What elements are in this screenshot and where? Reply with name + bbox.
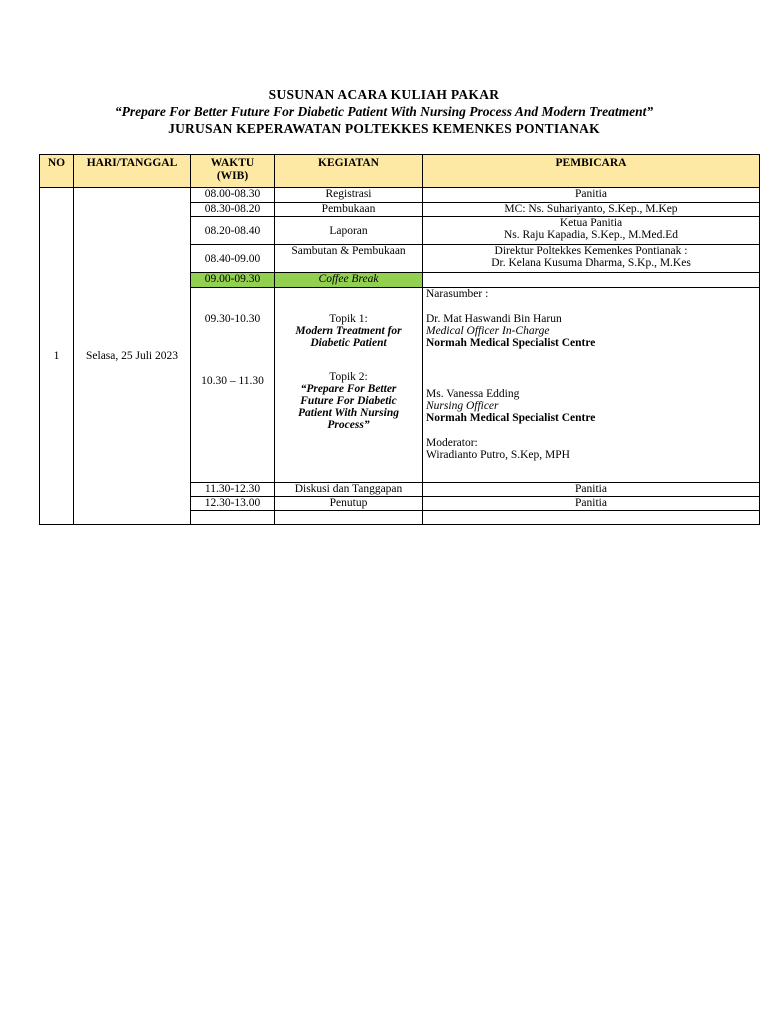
cell-pembicara: [423, 217, 760, 245]
topik2-title: “Prepare For Better Future For Diabetic Patient With Nursing Process”: [298, 383, 399, 431]
document-title: SUSUNAN ACARA KULIAH PAKAR: [268, 87, 500, 102]
speaker2-org: Normah Medical Specialist Centre: [426, 412, 596, 424]
narasumber-label: Narasumber :: [426, 288, 489, 300]
header-kegiatan: KEGIATAN: [275, 155, 423, 188]
header-waktu-line2: (WIB): [216, 170, 249, 182]
cell-date: Selasa, 25 Juli 2023: [74, 188, 191, 525]
cell-kegiatan: Diskusi dan Tanggapan: [275, 483, 423, 497]
schedule-table: [39, 154, 760, 525]
pembicara-line1: Ketua Panitia: [559, 217, 623, 229]
cell-pembicara: Panitia: [423, 497, 760, 511]
speaker1-name: Dr. Mat Haswandi Bin Harun: [426, 313, 562, 325]
header-waktu: [191, 155, 275, 188]
cell-kegiatan: Coffee Break: [275, 273, 423, 288]
header-waktu-line1: WAKTU: [210, 157, 255, 169]
table-header-row: [40, 155, 760, 188]
cell-kegiatan: [275, 288, 423, 483]
pembicara-line2: Ns. Raju Kapadia, S.Kep., M.Med.Ed: [503, 229, 679, 241]
waktu-topik2: 10.30 – 11.30: [201, 375, 264, 387]
cell-pembicara: [423, 273, 760, 288]
pembicara-line2: Dr. Kelana Kusuma Dharma, S.Kp., M.Kes: [491, 257, 691, 269]
document-subtitle: “Prepare For Better Future For Diabetic Patient With Nursing Process And Modern Treatment”: [114, 104, 654, 119]
speaker2-name: Ms. Vanessa Edding: [426, 388, 520, 400]
cell-waktu: 08.20-08.40: [191, 217, 275, 245]
speaker1-org: Normah Medical Specialist Centre: [426, 337, 596, 349]
speaker1-role: Medical Officer In-Charge: [426, 325, 550, 337]
cell-kegiatan: Sambutan & Pembukaan: [275, 245, 423, 273]
header-no: NO: [40, 155, 74, 188]
pembicara-line1: Direktur Poltekkes Kemenkes Pontianak :: [494, 245, 688, 257]
cell-kegiatan: Registrasi: [275, 188, 423, 203]
cell-kegiatan: Penutup: [275, 497, 423, 511]
table-row: [40, 188, 760, 203]
cell-empty: [423, 511, 760, 525]
cell-pembicara: [423, 245, 760, 273]
cell-kegiatan: Pembukaan: [275, 203, 423, 217]
cell-waktu: 08.30-08.20: [191, 203, 275, 217]
cell-pembicara: MC: Ns. Suhariyanto, S.Kep., M.Kep: [423, 203, 760, 217]
document-organizer: JURUSAN KEPERAWATAN POLTEKKES KEMENKES PONTIANAK: [168, 121, 600, 136]
moderator-label: Moderator:: [426, 437, 478, 449]
topik1-title: Modern Treatment for Diabetic Patient: [295, 325, 402, 349]
cell-waktu: 11.30-12.30: [191, 483, 275, 497]
document-header: [0, 86, 768, 138]
moderator-name: Wiradianto Putro, S.Kep, MPH: [426, 449, 570, 461]
cell-waktu: 08.40-09.00: [191, 245, 275, 273]
cell-empty: [191, 511, 275, 525]
cell-pembicara: [423, 288, 760, 483]
cell-pembicara: Panitia: [423, 188, 760, 203]
cell-waktu: [191, 288, 275, 483]
topik1-label: Topik 1:: [329, 313, 368, 325]
waktu-topik1: 09.30-10.30: [204, 313, 261, 325]
cell-waktu: 09.00-09.30: [191, 273, 275, 288]
cell-waktu: 08.00-08.30: [191, 188, 275, 203]
cell-kegiatan: Laporan: [275, 217, 423, 245]
cell-waktu: 12.30-13.00: [191, 497, 275, 511]
header-pembicara: PEMBICARA: [423, 155, 760, 188]
cell-empty: [275, 511, 423, 525]
topik2-label: Topik 2:: [329, 371, 368, 383]
header-hari-tanggal: HARI/TANGGAL: [74, 155, 191, 188]
cell-pembicara: Panitia: [423, 483, 760, 497]
speaker2-role: Nursing Officer: [426, 400, 499, 412]
cell-no: 1: [40, 188, 74, 525]
